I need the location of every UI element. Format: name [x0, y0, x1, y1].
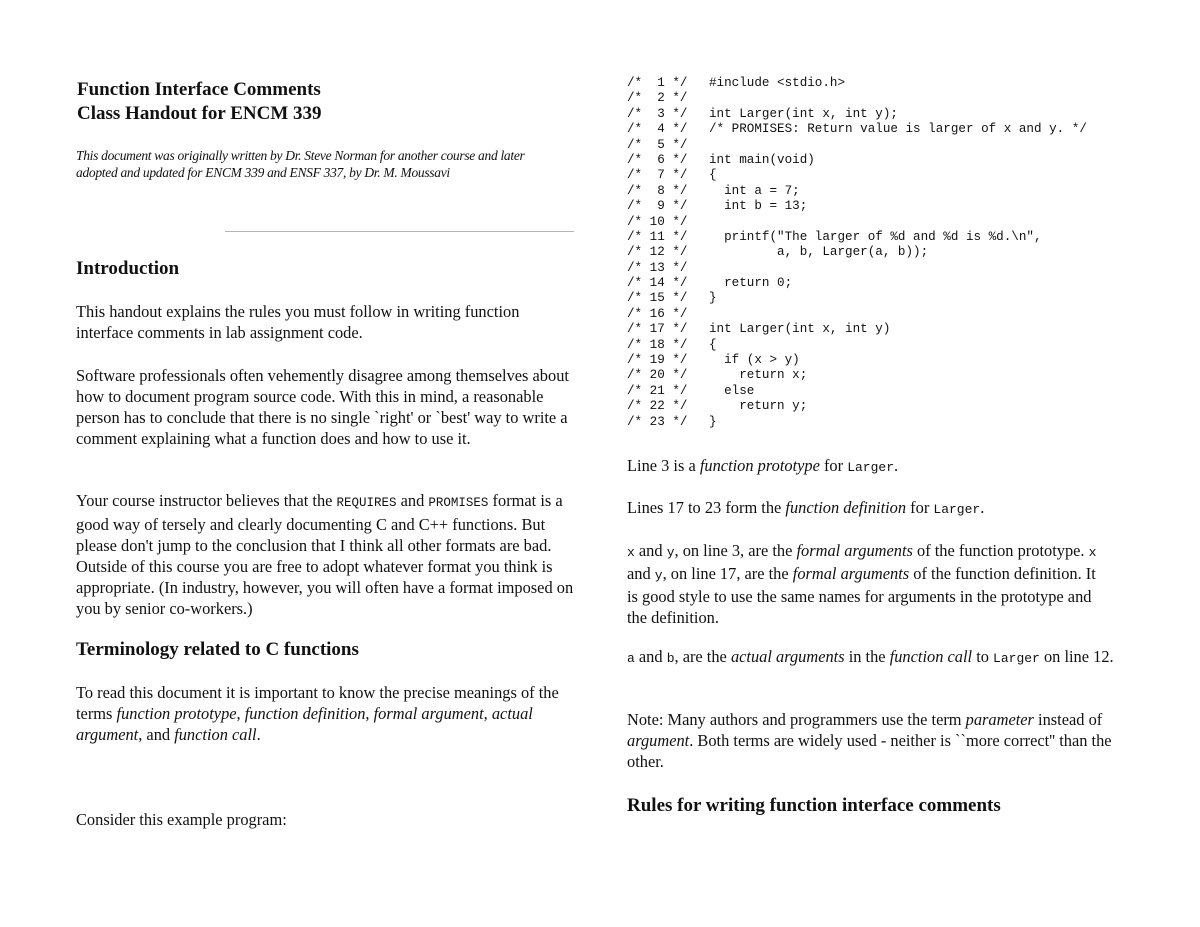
term-argument: argument	[627, 731, 690, 750]
line-number: /* 15 */	[627, 291, 688, 306]
code-text: printf("The larger of %d and %d is %d.\n",	[709, 229, 1042, 244]
text-run: Line 3 is a	[627, 456, 700, 475]
code-line	[627, 153, 1087, 168]
code-text: int Larger(int x, int y);	[709, 106, 898, 121]
code-line	[627, 168, 1087, 183]
section-divider	[225, 231, 574, 232]
text-run: .	[980, 498, 985, 517]
term-function-prototype: function prototype	[116, 704, 237, 723]
line-number: /* 9 */	[627, 199, 688, 214]
line-number: /* 20 */	[627, 368, 688, 383]
code-larger: Larger	[933, 502, 981, 517]
line-number: /* 12 */	[627, 245, 688, 260]
code-text: return 0;	[709, 276, 793, 291]
line-number: /* 3 */	[627, 106, 688, 121]
prototype-explanation	[627, 455, 1122, 478]
code-line	[627, 245, 1087, 260]
code-line	[627, 322, 1087, 337]
text-run: ,	[365, 704, 374, 723]
term-function-prototype: function prototype	[699, 456, 820, 475]
line-number: /* 11 */	[627, 229, 688, 244]
code-line	[627, 122, 1087, 137]
title-line-2: Class Handout for ENCM 339	[77, 103, 322, 124]
code-x: x	[1088, 545, 1097, 560]
term-actual-arguments: actual arguments	[730, 647, 845, 666]
term-function-call: function call	[889, 647, 973, 666]
code-larger: Larger	[993, 651, 1040, 666]
document-title	[77, 78, 557, 126]
code-text: /* PROMISES: Return value is larger of x and y. */	[709, 122, 1087, 137]
code-line	[627, 230, 1087, 245]
text-run: .	[894, 456, 899, 475]
code-text: a, b, Larger(a, b));	[709, 245, 929, 260]
line-number: /* 7 */	[627, 168, 688, 183]
line-number: /* 22 */	[627, 399, 688, 414]
text-run: To read this document it is important to know the precise meanings of the terms	[76, 683, 559, 723]
code-text: int a = 7;	[709, 183, 800, 198]
terminology-paragraph	[76, 682, 574, 745]
code-text: {	[709, 168, 717, 183]
author-note: This document was originally written by Dr. Steve Norman for another course and later adopted and updated for ENCM 339 and ENSF 337, by Dr. M. Moussavi	[76, 148, 525, 180]
term-function-definition: function definition	[244, 704, 366, 723]
code-text: }	[709, 291, 717, 306]
intro-paragraph-2: Software professionals often vehemently disagree among themselves about how to document program source code. With this in mind, a reasonable person has to conclude that there is no single `right' or `best' way to write a comment explaining what a function does and how to use it.	[76, 366, 569, 448]
text-run: , are the	[674, 647, 731, 666]
code-text: }	[709, 414, 717, 429]
term-formal-argument: formal argument	[373, 704, 484, 723]
text-run: to	[972, 647, 994, 666]
code-line	[627, 184, 1087, 199]
line-number: /* 2 */	[627, 91, 688, 106]
line-number: /* 6 */	[627, 152, 688, 167]
term-actual-argument: actual argument	[76, 704, 533, 744]
code-line	[627, 215, 1087, 230]
line-number: /* 23 */	[627, 414, 688, 429]
line-number: /* 19 */	[627, 353, 688, 368]
text-run: Lines 17 to 23 form the	[627, 498, 786, 517]
code-line	[627, 91, 1087, 106]
code-line	[627, 199, 1087, 214]
code-line	[627, 107, 1087, 122]
line-number: /* 1 */	[627, 76, 688, 90]
code-y: y	[666, 545, 675, 560]
code-line	[627, 307, 1087, 322]
term-parameter: parameter	[965, 710, 1034, 729]
code-text: return y;	[709, 399, 808, 414]
text-run: Note: Many authors and programmers use the term	[627, 710, 966, 729]
line-number: /* 13 */	[627, 260, 688, 275]
text-run: and	[634, 541, 667, 560]
text-run: ,	[236, 704, 245, 723]
line-number: /* 10 */	[627, 214, 688, 229]
terminology-heading: Terminology related to C functions	[76, 639, 359, 660]
definition-explanation	[627, 497, 1122, 520]
text-run: , and	[138, 725, 175, 744]
code-listing	[627, 76, 1087, 430]
code-b: b	[666, 651, 675, 666]
text-run: Your course instructor believes that the	[76, 491, 337, 510]
text-run: , on line 17, are the	[662, 564, 793, 583]
code-line	[627, 261, 1087, 276]
text-run: for	[906, 498, 934, 517]
line-number: /* 17 */	[627, 322, 688, 337]
term-function-call: function call	[174, 725, 257, 744]
term-formal-arguments: formal arguments	[796, 541, 913, 560]
intro-paragraph-3	[76, 490, 576, 619]
code-line	[627, 291, 1087, 306]
code-line	[627, 138, 1087, 153]
code-larger: Larger	[847, 460, 894, 475]
code-text: return x;	[709, 368, 808, 383]
code-text: int b = 13;	[709, 199, 808, 214]
line-number: /* 14 */	[627, 276, 688, 291]
code-line	[627, 399, 1087, 414]
text-run: of the function definition. It is good style to use the same names for arguments in the prototype and the definition.	[627, 564, 1096, 627]
code-line	[627, 415, 1087, 430]
code-text: int main(void)	[709, 152, 815, 167]
text-run: .	[256, 725, 261, 744]
line-number: /* 16 */	[627, 306, 688, 321]
text-run: and	[627, 564, 655, 583]
text-run: in the	[844, 647, 890, 666]
rules-heading: Rules for writing function interface comments	[627, 795, 1001, 816]
term-formal-arguments: formal arguments	[792, 564, 910, 583]
introduction-heading: Introduction	[76, 258, 180, 279]
code-text: else	[709, 383, 755, 398]
formal-arguments-explanation	[627, 540, 1097, 628]
text-run: for	[819, 456, 848, 475]
text-run: and	[634, 647, 667, 666]
code-a: a	[627, 651, 635, 666]
text-run: . Both terms are widely used - neither is ``more correct'' than the other.	[627, 731, 1112, 771]
line-number: /* 18 */	[627, 337, 688, 352]
actual-arguments-explanation	[627, 646, 1122, 669]
text-run: format is a good way of tersely and clearly documenting C and C++ functions. But please don't jump to the conclusion that I think all other formats are bad. Outside of this course you are free to adopt whatever format you think is appropriate. (In industry, however, you will often have a format imposed on you by senior co-workers.)	[76, 491, 574, 618]
line-number: /* 8 */	[627, 183, 688, 198]
code-x: x	[627, 545, 635, 560]
consider-text: Consider this example program:	[76, 810, 287, 829]
code-text: #include <stdio.h>	[709, 76, 846, 90]
text-run: and	[396, 491, 429, 510]
code-text: {	[709, 337, 717, 352]
code-line	[627, 76, 1087, 91]
term-function-definition: function definition	[785, 498, 907, 517]
title-line-1: Function Interface Comments	[77, 79, 321, 100]
line-number: /* 21 */	[627, 383, 688, 398]
text-run: ,	[483, 704, 492, 723]
promises-keyword: PROMISES	[428, 496, 489, 510]
requires-keyword: REQUIRES	[336, 496, 397, 510]
code-line	[627, 384, 1087, 399]
code-text: if (x > y)	[709, 353, 800, 368]
terminology-note	[627, 709, 1125, 772]
code-text: int Larger(int x, int y)	[709, 322, 891, 337]
code-line	[627, 276, 1087, 291]
text-run: of the function prototype.	[912, 541, 1089, 560]
code-line	[627, 338, 1087, 353]
code-line	[627, 353, 1087, 368]
text-run: on line 12.	[1039, 647, 1114, 666]
text-run: , on line 3, are the	[674, 541, 797, 560]
code-line	[627, 368, 1087, 383]
intro-paragraph-1: This handout explains the rules you must follow in writing function interface comments in lab assignment code.	[76, 302, 520, 342]
text-run: instead of	[1033, 710, 1103, 729]
line-number: /* 5 */	[627, 137, 688, 152]
code-y: y	[654, 568, 663, 583]
line-number: /* 4 */	[627, 122, 688, 137]
